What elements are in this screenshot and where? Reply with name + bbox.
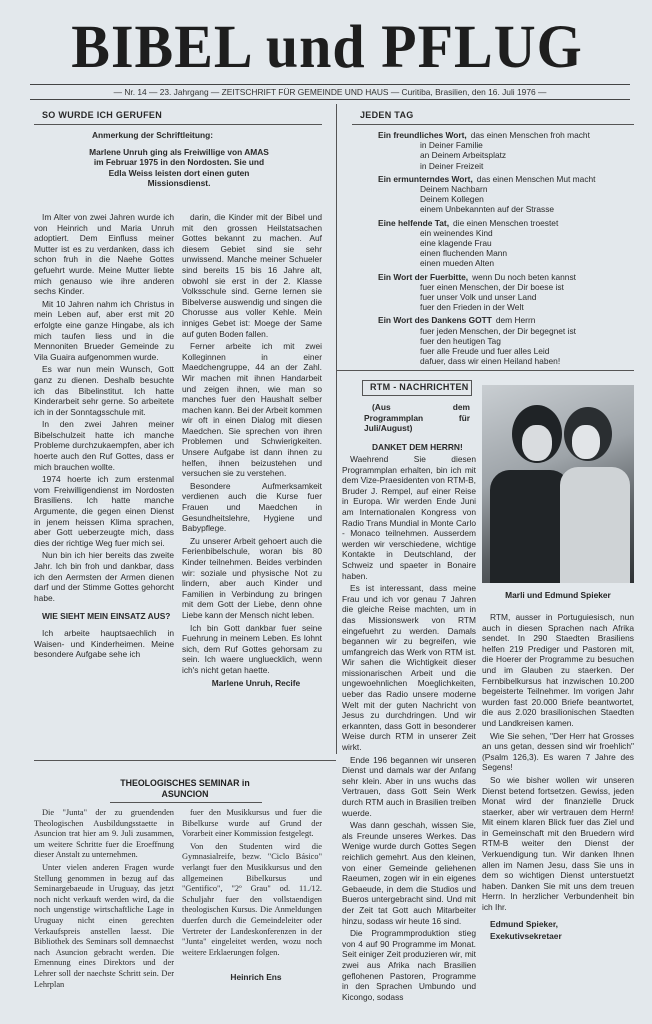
dateline: — Nr. 14 — 23. Jahrgang — ZEITSCHRIFT FÜR GEMEINDE UND HAUS — Curitiba, Brasilien, den 16. Juli 1976 — [30, 84, 630, 100]
paragraph: Ferner arbeite ich mit zwei Kolleginnen in einer Maedchengruppe, 44 an der Zahl. Wir machen mit ihnen Handarbeit und zeigen ihnen, wie man so manches fuer den Haushalt selber machen kann. Bei der Arbeit kommen wir oft in einen Dialog mit diesen Maedchen. Sie sprechen von ihren Problemen und Schwierigkeiten. Unsere Aufgabe ist dann ihnen zu helfen, ihnen beizustehen und versuchen sie zu verstehen. [182, 341, 322, 479]
poem-stanza-head [378, 130, 634, 140]
poem-line: einen mueden Alten [420, 258, 495, 269]
poem-stanza-lead: Ein Wort des Dankens GOTT [378, 315, 492, 326]
editor-note-text: Marlene Unruh ging als Freiwillige von AMAS im Februar 1975 in den Nordosten. Sie und Edla Weiss leisten dort einen guten Missionsdienst. [89, 146, 269, 189]
poem-stanza-lead: Eine helfende Tat, [378, 217, 450, 228]
rtm-signature: Edmund Spieker, [490, 918, 558, 929]
editor-note-heading: Anmerkung der Schriftleitung: [92, 130, 213, 140]
divider [110, 802, 262, 803]
photo-caption: Marli und Edmund Spieker [505, 590, 611, 600]
paragraph: Die "Junta" der zu gruendenden Theologischen Ausbildungsstaette in Asuncion trat hier am 9. Juli zusammen, um weitere Schritte fuer die Eroeffnung dieser Anstalt zu unternehmen. [34, 808, 174, 860]
rtm-col1 [342, 454, 476, 1004]
paragraph: RTM, ausser in Portuguiesisch, nun auch in diesen Sprachen nach Afrika sendet. In 290 Staedten Brasiliens helfen 219 Prediger und Pastoren mit, die Hoerer der Programme zu besuchen und im Glauben zu staerken. Der Fernbibelkursus hat inzwischen 10.200 begeisterte Teilnehmer. Im vorigen Jahr wurden fast 20.000 Briefe beantwortet, die aus 2.020 brasilionischen Staedten und Landkreisen kamen. [482, 612, 634, 728]
rtm-signature-title: Exekutivsekretaer [490, 931, 562, 942]
editor-note [84, 130, 274, 191]
paragraph: Besondere Aufmerksamkeit verdienen auch die Kurse fuer Frauen und Maedchen in Gesundheitslehre, Hygiene und Babypflege. [182, 480, 322, 534]
divider [352, 124, 634, 125]
seminar-title: THEOLOGISCHES SEMINAR in ASUNCION [120, 778, 250, 799]
photo-marli-edmund [482, 385, 634, 583]
poem-line: einem Unbekannten auf der Strasse [420, 204, 555, 215]
poem-line: fuer jeden Menschen, der Dir begegnet ist [420, 325, 576, 336]
signature: Marlene Unruh, Recife [211, 677, 301, 688]
poem-stanza-rest: das einen Menschen Mut macht [476, 173, 596, 184]
poem-stanza-rest: wenn Du noch beten kannst [472, 271, 576, 282]
article-so-wurde-header [34, 110, 322, 123]
paragraph: fuer den Musikkursus und fuer die Bibelkurse wurde auf Grund der Vorarbeit einer Kommission festgelegt. [182, 808, 322, 839]
poem-stanza-head [378, 315, 634, 325]
paragraph: Waehrend Sie diesen Programmplan erhalten, bin ich mit dem Vize-Praesidenten von RTM-B, Bruder J. Rempel, auf einer Reise in Europa. Wir werden Ende Juni am Internationalen Kongress von Radio Trans Mundial in Monte Carlo - Monaco teilnehmen. Ausserdem werden wir verschiedene, wichtige Kontakte in Deutschland, der Schweiz und spaeter in Bonaire haben. [342, 454, 476, 581]
paragraph: Was dann geschah, wissen Sie, als Freunde unseres Werkes. Das Wenige wurde durch Gottes Segen reichlich gemehrt. Aus den kleinen, von einer Gemeinde geliehenen Raeumen, zogen wir in ein eigenes Gebaeude, in dem die Studios und Bueros untergebracht sind. Und mit der Zeit tat Gott auch Mitarbeiter hinzu, sodass wir heute 16 sind. [342, 820, 476, 926]
poem-line: Deinem Kollegen [420, 194, 484, 205]
rtm-subtitle: (Aus dem Programmplan für Juli/August) [364, 402, 470, 434]
paragraph: Unter vielen anderen Fragen wurde Stellung genommen in bezug auf das Seminargebaeude in Uruguay, das jetzt noch nicht verkauft werden wird, da die noch ungenstige wirtschaftliche Lage in Uruguay nicht einen gerechten Verkaufspreis anstellen laesst. Die Bibliothek des Seminars soll demnaechst nach Asuncion gebracht werden. Die Ernennung eines Direktors und der Lehrer soll der naechste Schritt sein. Der Lehrplan [34, 862, 174, 989]
divider [336, 370, 634, 371]
poem-line: fuer einen Menschen, der Dir boese ist [420, 281, 564, 292]
poem-line: in Deiner Familie [420, 140, 483, 151]
rtm-title: RTM - NACHRICHTEN [370, 382, 469, 392]
poem-line: an Deinem Arbeitsplatz [420, 150, 507, 161]
divider [34, 760, 336, 761]
rtm-header [362, 382, 470, 395]
paragraph: Ich bin Gott dankbar fuer seine Fuehrung in meinem Leben. Es lohnt sich, dem Ruf Gottes gehorsam zu sein. Ich waere ungluecklich, wenn ich's nicht getan haette. [182, 622, 322, 675]
poem-line: fuer unser Volk und unser Land [420, 292, 537, 303]
rtm-subheader [364, 402, 470, 454]
column-divider [336, 104, 337, 754]
subheading: WIE SIEHT MEIN EINSATZ AUS? [42, 611, 171, 622]
poem-line: fuer den Frieden in der Welt [420, 302, 524, 313]
poem-stanza-head [378, 218, 634, 228]
paragraph: In den zwei Jahren meiner Bibelschulzeit hatte ich manche Probleme durchzukaempfen, aber ich hoerte auch den Ruf Gottes, dass er mich brauchen wollte. [34, 419, 174, 472]
article1-col1 [34, 212, 174, 662]
poem-jeden-tag [352, 110, 634, 123]
poem-title: JEDEN TAG [360, 110, 414, 120]
paragraph: Zu unserer Arbeit gehoert auch die Ferienbibelschule, woran bis 80 Kinder teilnehmen. Beides verbinden wir: soziale und physische Not zu lindern, aber auch Kinder und Familien in Verbindung zu bringen mit dem Gott der Liebe, denn ohne Liebe kann der Mensch nicht leben. [182, 535, 322, 620]
paragraph: So wie bisher wollen wir unseren Dienst betend fortsetzen. Gewiss, jeden Monat wird der finanzielle Druck staerker, aber wir vertrauen dem Herrn! Mit einem klaren Blick fuer das Ziel und in Gemeinschaft mit den Bruedern wird RTM-B weiter den Dienst der Verkuendigung tun. Wir danken Ihnen allen im Namen Jesu, dass Sie uns in dem so wichtigen Dienst unterstuetzt haben. Danken Sie mit uns dem treuen Herrn. In herzlicher Verbundenheit bin ich Ihr. [482, 774, 634, 913]
poem-line: fuer alle Freude und fuer alles Leid [420, 346, 550, 357]
divider [34, 124, 322, 125]
paragraph: 1974 hoerte ich zum erstenmal vom Freiwilligendienst im Nordosten Brasiliens. Ich hatte manche Argumente, die gegen einen Dienst in jenem heissen Klima sprachen, aber Gott ueberzeugte mich, dass dies der richtige Weg fuer mich sei. [34, 474, 174, 548]
poem-stanza-lead: Ein freundliches Wort, [378, 130, 467, 140]
paragraph: Im Alter von zwei Jahren wurde ich von Heinrich und Maria Unruh adoptiert. Dem Einfluss meiner Mutter ist es zu verdanken, dass ich schon fruh in die Naehe Gottes gefuehrt wurde. Meine Mutter liebte mich genauso wie ihre anderen sechs Kinder. [34, 212, 174, 297]
poem-stanza-lead: Ein Wort der Fuerbitte, [378, 271, 469, 282]
article1-col2 [182, 212, 322, 690]
rtm-danket: DANKET DEM HERRN! [372, 441, 463, 452]
paragraph: Es ist interessant, dass meine Frau und ich vor genau 7 Jahren die gleiche Reise machten, um in das Missionswerk von RTM eingefuehrt zu werden. Damals begannen wir zu begreifen, wie umfangreich das Werk von RTM ist. Wir sahen die Wichtigkeit dieser missionarischen Arbeit und die ungewoehnlichen Moeglichkeiten, ueber das Radio unsere moderne Welt mit der guten Nachricht von Jesus zu durchdringen. Und wir erkannten, dass Gott in besonderer Weise durch RTM in unserer Zeit wirkt. [342, 583, 476, 753]
poem-body [380, 130, 634, 366]
paragraph: Ich arbeite hauptsaechlich in Waisen- und Kinderheimen. Meine besondere Aufgabe sehe ich [34, 627, 174, 660]
poem-stanza-rest: das einen Menschen froh macht [470, 130, 590, 140]
poem-stanza-head [378, 272, 634, 282]
paragraph: Ende 196 begannen wir unseren Dienst und damals war der Anfang sehr klein. Aber in uns wuchs das Vertrauen, dass Gott Sein Werk durch RTM auch in Brasilien treiben wuerde. [342, 754, 476, 818]
paragraph: Von den Studenten wird die Gymnasialreife, bezw. "Ciclo Básico" verlangt fuer den Musikkursus und den allgemeinen Bibelkursus und "Gentifico", "2º Grau" od. 11./12. Schuljahr fuer den vollstaendigen theologischen Kursus. Die Anmeldungen duerfen durch die Gemeindeleiter oder Vertreter der Landeskonferenzen in der "Junta" eingeleitet werden, wozu noch weitere Erklaerungen folgen. [182, 841, 322, 957]
seminar-col2 [182, 808, 322, 985]
article-title: SO WURDE ICH GERUFEN [42, 110, 163, 120]
poem-stanza-rest: dem Herrn [495, 315, 536, 326]
poem-line: einen fluchenden Mann [420, 248, 508, 259]
rtm-col2 [482, 612, 634, 944]
paragraph: Es war nun mein Wunsch, Gott ganz zu dienen. Deshalb besuchte ich das Bibelinstitut. Ich hatte Kinderarbeit sehr gerne. So arbeitete ich in der Sonntagsschule mit. [34, 364, 174, 417]
poem-line: Deinem Nachbarn [420, 184, 488, 195]
paragraph: darin, die Kinder mit der Bibel und mit den grossen Heilstatsachen Gottes bekannt zu machen. Auf diesem Gebiet sind sie sehr unwissend. Manche meiner Schueler sind bereits 15 bis 16 Jahre alt, obwohl sie erst in der 2. Klasse Volksschule sind. Gerne lernen sie Bibelverse auswendig und singen die Chorusse aus voller Kehle. Mein inniges Gebet ist: Moege der Same auf guten Boden fallen. [182, 212, 322, 339]
paragraph: Mit 10 Jahren nahm ich Christus in mein Leben auf, aber erst mit 20 erfolgte eine ganze Hingabe, als ich mich taufen liess und in die Mennoniten Brueder Gemeinde zu Vila Guaira aufgenommen wurde. [34, 298, 174, 362]
paragraph: Die Programmproduktion stieg von 4 auf 90 Programme im Monat. Seit einiger Zeit produzieren wir, mit zwei aus Afrika nach Brasilien geflohenen Pastoren, Programme in den Sprachen Umbundo und Kicongo, sodass [342, 928, 476, 1002]
poem-line: fuer den heutigen Tag [420, 335, 501, 346]
poem-line: eine klagende Frau [420, 238, 492, 249]
seminar-col1 [34, 808, 174, 992]
poem-line: ein weinendes Kind [420, 227, 493, 238]
poem-stanza-lead: Ein ermunterndes Wort, [378, 173, 473, 184]
paragraph: Wie Sie sehen, "Der Herr hat Grosses an uns getan, dessen sind wir froehlich" (Psalm 126,3). Es waren 7 Jahre des Segens! [482, 730, 634, 773]
poem-line: dafuer, dass wir einen Heiland haben! [420, 356, 561, 367]
poem-stanza-head [378, 174, 634, 184]
poem-stanza-rest: die einen Menschen troestet [453, 217, 559, 228]
poem-line: in Deiner Freizeit [420, 160, 484, 171]
paragraph: Nun bin ich hier bereits das zweite Jahr. Ich bin froh und dankbar, dass ich den Aermsten der Armen dienen darf und der Stimme Gottes gehorcht habe. [34, 550, 174, 603]
seminar-signature: Heinrich Ens [230, 972, 282, 983]
masthead-title: BIBEL und PFLUG [71, 12, 583, 81]
